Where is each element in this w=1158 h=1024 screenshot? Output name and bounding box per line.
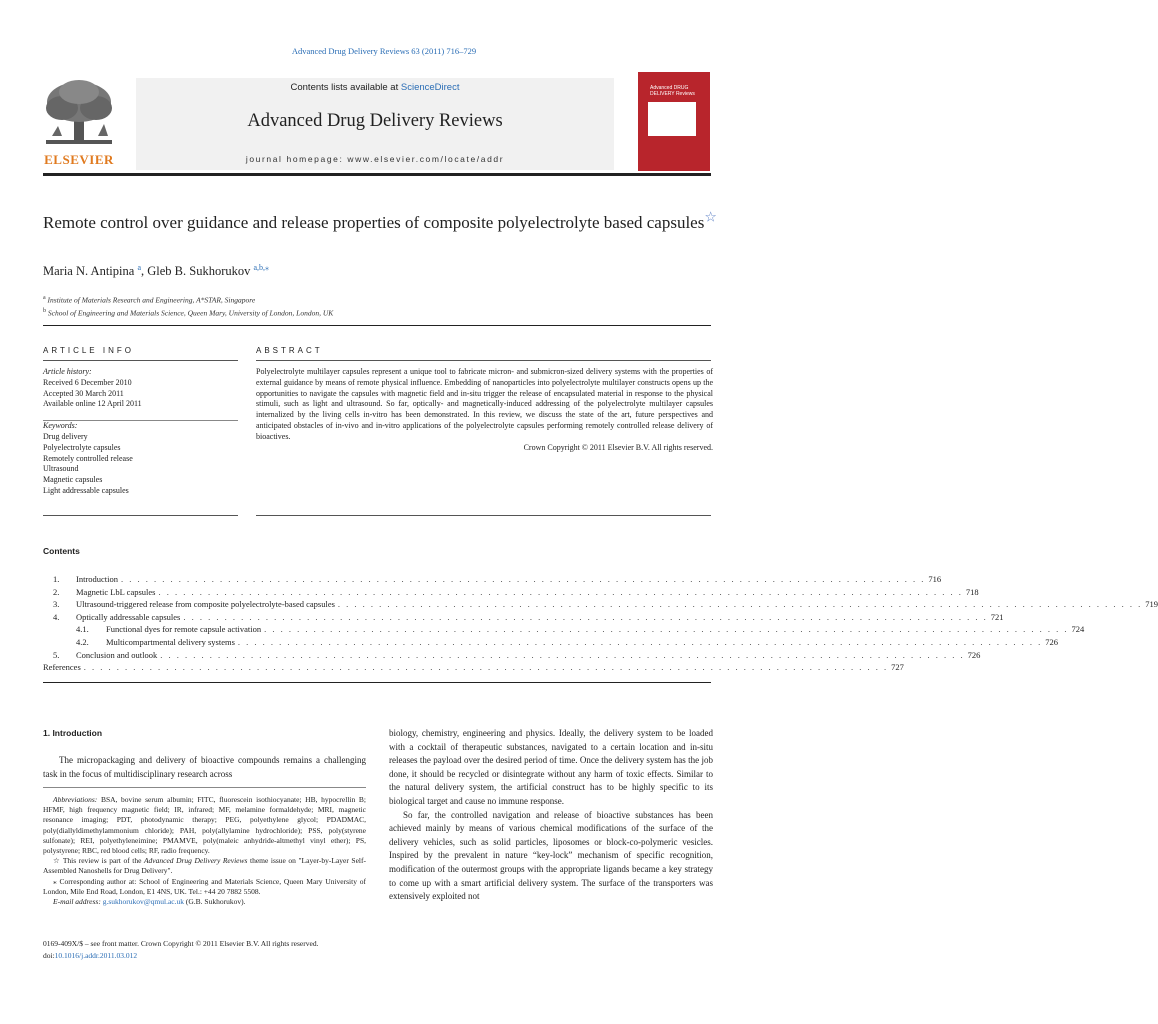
doi-line: doi:10.1016/j.addr.2011.03.012	[43, 950, 138, 960]
elsevier-logo	[40, 78, 118, 166]
header-rule	[43, 173, 711, 176]
affiliations	[43, 293, 333, 318]
keyword: Magnetic capsules	[43, 475, 103, 485]
publisher-name: ELSEVIER	[44, 152, 114, 167]
cover-image-area	[648, 102, 696, 136]
toc-entry[interactable]: 2. Magnetic LbL capsules . . . . . . . . . . . . . . . . . . . . . . . . . . . . . . . . . . . . . . . . . . . . . . . . . . . . . . . . . . . . . . . . . . . . . . . . . . . . . . . . . . . . . . . . . . . . . . . . . . 718	[53, 586, 979, 597]
abbreviations-footnote: Abbreviations: BSA, bovine serum albumin; FITC, fluorescein isothiocyanate; HB, hypocrellin B; HFMF, high frequency magnetic field; IR, infrared; MF, melamine formaldehyde; MRI, magnetic resonance imaging; PDT, photodynamic therapy; PEG, polyethylene glycol; PDADMAC, poly(diallyldimethylammonium chloride); PAH, poly(allylamine hydrochloride); PSS, poly(styrene sulfonate); REI, polyethyleneimine; PMAMVE, poly(maleic anhydride-altmethyl vinyl ether); PS, polystyrene; RBC, red blood cells; RF, radio frequency.	[43, 795, 366, 856]
issn-line: 0169-409X/$ – see front matter. Crown Copyright © 2011 Elsevier B.V. All rights reserved.	[43, 939, 319, 948]
abstract	[256, 367, 713, 453]
history-item: Received 6 December 2010	[43, 377, 132, 387]
toc-entry[interactable]: 4.1. Functional dyes for remote capsule activation . . . . . . . . . . . . . . . . . . . . . . . . . . . . . . . . . . . . . . . . . . . . . . . . . . . . . . . . . . . . . . . . . . . . . . . . . . . . . . . . . . . . . . . . . . . . . . . . . . 724	[76, 624, 1085, 635]
author-affiliation-mark[interactable]: a,b,⁎	[253, 262, 270, 272]
history-label: Article history:	[43, 367, 92, 376]
table-of-contents	[43, 573, 1158, 674]
introduction-paragraph: biology, chemistry, engineering and physics. Ideally, the delivery system to be loaded with a cocktail of therapeutic substances, navigated to a certain location and in-situ releases the payload over the desired period of time. Once the delivery system has the job done, it should be recycled or disintegrate without any harm of toxic effects. Similar to the natural delivery system, the artificial construct has to be highly specific to its biological target and cause no immune response.	[389, 728, 713, 806]
divider	[256, 515, 711, 516]
toc-entry[interactable]: 4. Optically addressable capsules . . . . . . . . . . . . . . . . . . . . . . . . . . . . . . . . . . . . . . . . . . . . . . . . . . . . . . . . . . . . . . . . . . . . . . . . . . . . . . . . . . . . . . . . . . . . . . . . . . 721	[53, 611, 1004, 622]
keyword: Polyelectrolyte capsules	[43, 442, 121, 452]
abstract-heading: ABSTRACT	[256, 346, 323, 355]
divider	[256, 360, 711, 361]
cover-title: Advanced DRUG DELIVERY Reviews	[650, 85, 695, 97]
toc-entry[interactable]: References . . . . . . . . . . . . . . . . . . . . . . . . . . . . . . . . . . . . . . . . . . . . . . . . . . . . . . . . . . . . . . . . . . . . . . . . . . . . . . . . . . . . . . . . . . . . . . . . . . 727	[43, 662, 904, 673]
affiliation: $^a$ Institute of Materials Research and Engineering, A*STAR, Singapore	[43, 295, 256, 305]
journal-title: Advanced Drug Delivery Reviews	[247, 111, 503, 131]
section-rule	[43, 325, 711, 326]
keyword: Ultrasound	[43, 464, 79, 474]
affiliation: $^b$ School of Engineering and Materials Science, Queen Mary, University of London, London, UK	[43, 307, 334, 317]
divider	[43, 682, 711, 683]
toc-entry[interactable]: 3. Ultrasound-triggered release from composite polyelectrolyte-based capsules . . . . . . . . . . . . . . . . . . . . . . . . . . . . . . . . . . . . . . . . . . . . . . . . . . . . . . . . . . . . . . . . . . . . . . . . . . . . . . . . . . . . . . . . . . . . . . . . . . 719	[53, 599, 1158, 610]
toc-entry[interactable]: 1. Introduction . . . . . . . . . . . . . . . . . . . . . . . . . . . . . . . . . . . . . . . . . . . . . . . . . . . . . . . . . . . . . . . . . . . . . . . . . . . . . . . . . . . . . . . . . . . . . . . . . . 716	[53, 574, 942, 584]
keywords-label: Keywords:	[43, 421, 78, 431]
article-info-heading: ARTICLE INFO	[43, 346, 134, 355]
toc-entry[interactable]: 4.2. Multicompartmental delivery systems . . . . . . . . . . . . . . . . . . . . . . . . . . . . . . . . . . . . . . . . . . . . . . . . . . . . . . . . . . . . . . . . . . . . . . . . . . . . . . . . . . . . . . . . . . . . . . . . . . 726	[76, 636, 1059, 647]
review-footnote: ☆ This review is part of the Advanced Drug Delivery Reviews theme issue on "Layer-by-Layer Self-Assembled Nanoshells for Drug Delivery".	[43, 856, 366, 876]
author-list: Maria N. Antipina $^a$, Gleb B. Sukhorukov $^{a,b,⁎}$	[43, 262, 270, 278]
keyword: Drug delivery	[43, 431, 88, 441]
email-link[interactable]: g.sukhorukov@qmul.ac.uk	[102, 897, 184, 907]
corresponding-footnote: ⁎ Corresponding author at: School of Engineering and Materials Science, Queen Mary University of London, Mile End Road, London, E1 4NS, UK. Tel.: +44 20 7882 5508.	[43, 876, 366, 896]
journal-cover-thumbnail	[638, 72, 710, 171]
sciencedirect-link[interactable]: ScienceDirect	[400, 82, 460, 93]
abstract-copyright: Crown Copyright © 2011 Elsevier B.V. All rights reserved.	[523, 442, 713, 452]
article-info	[43, 367, 238, 497]
author-name[interactable]: Gleb B. Sukhorukov	[147, 264, 251, 278]
footnotes	[43, 795, 366, 907]
introduction-paragraph: The micropackaging and delivery of bioactive compounds remains a challenging task in the focus of multidisciplinary research across	[43, 755, 366, 779]
divider	[43, 515, 238, 516]
contents-available: Contents lists available at ScienceDirect	[290, 82, 460, 93]
journal-homepage[interactable]: journal homepage: www.elsevier.com/locate/addr	[245, 154, 505, 164]
author-affiliation-mark[interactable]: a	[137, 262, 141, 272]
history-item: Available online 12 April 2011	[43, 399, 142, 409]
toc-entry[interactable]: 5. Conclusion and outlook . . . . . . . . . . . . . . . . . . . . . . . . . . . . . . . . . . . . . . . . . . . . . . . . . . . . . . . . . . . . . . . . . . . . . . . . . . . . . . . . . . . . . . . . . . . . . . . . . . 726	[53, 649, 981, 660]
divider	[43, 360, 238, 361]
doi-link[interactable]: 10.1016/j.addr.2011.03.012	[54, 950, 138, 960]
divider	[43, 420, 238, 421]
journal-banner	[136, 78, 614, 170]
email-footnote: E-mail address: g.sukhorukov@qmul.ac.uk (G.B. Sukhorukov).	[53, 897, 246, 907]
contents-heading: Contents	[43, 546, 80, 556]
introduction-heading: 1. Introduction	[43, 728, 103, 738]
history-item: Accepted 30 March 2011	[43, 388, 124, 398]
footnote-rule	[43, 787, 366, 788]
tree-logo-icon	[40, 78, 118, 150]
journal-citation[interactable]: Advanced Drug Delivery Reviews 63 (2011) 716–729	[291, 46, 477, 56]
article-title: Remote control over guidance and release properties of composite polyelectrolyte based capsules☆	[43, 210, 717, 232]
star-icon[interactable]: ☆	[704, 210, 717, 226]
keyword: Remotely controlled release	[43, 453, 133, 463]
front-matter-footer	[43, 938, 318, 961]
author-name[interactable]: Maria N. Antipina	[43, 264, 135, 278]
introduction-right-column	[389, 727, 713, 904]
abstract-text: Polyelectrolyte multilayer capsules represent a unique tool to fabricate micron- and submicron-sized delivery systems with the properties of external guidance by means of remote physical influence. Embedding of nanoparticles into polyelectrolyte multilayer constructs opens up the opportunities to navigate the capsules with magnetic field and in-situ trigger the release of encapsulated material in response to the physical stimuli, such as light and ultrasound. So far, optically- and magnetically-induced addressing of the polyelectrolyte multilayer capsules internalized by the living cells in-vitro has been demonstrated. In this review, we discuss the state of the art, future perspectives and anticipated obstacles of in-vivo and in-vitro applications of the polyelectrolyte capsules performing remotely controlled release delivery of bioactives.	[256, 367, 713, 441]
introduction-paragraph: So far, the controlled navigation and release of bioactive substances has been achieved mainly by means of various chemical modifications of the surface of the delivery vehicles, such as solid particles, liposomes or block-co-polymeric vesicles. Inspired by the prevalent in nature “key-lock” mechanism of specific recognition, modification of the outermost groups with the appropriate ligands became a key strategy to come up with a smart artificial delivery system. The surface of the transporters was extensively exploited not	[389, 809, 713, 902]
keyword: Light addressable capsules	[43, 485, 129, 495]
